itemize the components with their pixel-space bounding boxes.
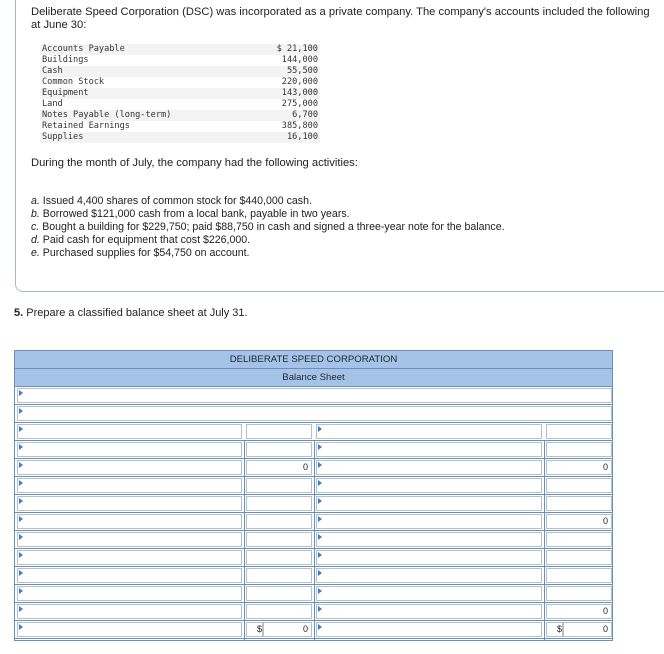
left-label-select[interactable] [17,568,242,583]
question-5 [14,307,248,319]
dropdown-arrow-icon[interactable] [318,426,322,432]
column-divider [244,441,245,640]
right-label-select-input[interactable] [317,591,541,604]
left-amount-input-input[interactable] [247,519,311,532]
right-amount-input-input[interactable] [547,573,611,586]
right-amount-input[interactable] [546,586,612,601]
account-name: Common Stock [42,77,105,87]
worksheet-company-name: DELIBERATE SPEED CORPORATION [15,351,612,369]
right-amount-input-input[interactable] [547,591,611,604]
right-label-select[interactable] [316,532,542,547]
right-label-select-input[interactable] [317,609,541,622]
right-amount-input-input[interactable] [547,483,611,496]
left-amount-input-input[interactable] [247,447,311,460]
account-amount: 144,000 [281,55,318,65]
activity-text: Bought a building for $229,750; paid $88,750 in cash and signed a three-year note for the balance. [39,221,505,233]
right-label-select[interactable] [316,622,542,637]
right-label-select[interactable] [316,496,542,511]
account-amount: 6,700 [249,110,320,121]
right-amount-input[interactable] [546,478,612,493]
left-label-select[interactable] [17,514,242,529]
account-row [40,110,320,121]
left-label-select-input[interactable] [18,501,241,514]
left-amount-input-input[interactable] [247,609,311,622]
left-label-select[interactable] [17,478,242,493]
left-label-select-input[interactable] [18,483,241,496]
left-label-select[interactable] [17,424,242,439]
activity-letter: e. [31,247,40,259]
worksheet-row [15,387,612,405]
activity-item [31,221,505,234]
right-label-select[interactable] [316,604,542,619]
account-amount: 220,000 [281,77,318,87]
account-amount: 385,800 [281,121,318,131]
left-amount-input-input[interactable] [247,555,311,568]
dropdown-arrow-icon[interactable] [19,516,23,522]
activity-letter: b. [31,208,40,220]
right-amount-input-input[interactable] [547,447,611,460]
left-label-select[interactable] [17,496,242,511]
right-amount-input-input[interactable] [547,429,611,442]
account-row [40,55,320,66]
account-name: Supplies [40,132,249,143]
dropdown-arrow-icon[interactable] [19,444,23,450]
left-label-select[interactable] [17,622,242,637]
problem-intro: Deliberate Speed Corporation (DSC) was incorporated as a private company. The company's accounts included the following at June 30: [31,6,650,31]
right-label-select-input[interactable] [317,573,541,586]
right-label-select[interactable] [316,568,542,583]
left-amount-input[interactable] [246,532,312,547]
right-amount-computed[interactable]: 0 [546,514,612,529]
heading-select[interactable] [17,388,612,403]
account-amount: 55,500 [249,66,320,77]
account-name: Land [42,99,63,109]
account-name: Accounts Payable [40,44,249,55]
dropdown-arrow-icon[interactable] [318,534,322,540]
dropdown-arrow-icon[interactable] [19,552,23,558]
dropdown-arrow-icon[interactable] [19,462,23,468]
dropdown-arrow-icon[interactable] [19,426,23,432]
right-total-amount[interactable]: 0 [563,622,612,637]
dropdown-arrow-icon[interactable] [19,624,23,630]
dropdown-arrow-icon[interactable] [19,390,23,396]
right-amount-input[interactable] [546,532,612,547]
dropdown-arrow-icon[interactable] [318,462,322,468]
right-amount-input[interactable] [546,442,612,457]
right-amount-input[interactable] [546,424,612,439]
left-label-select-input[interactable] [18,519,241,532]
left-label-select-input[interactable] [18,627,241,640]
right-amount-input-input[interactable] [547,537,611,550]
dropdown-arrow-icon[interactable] [318,444,322,450]
left-label-select-input[interactable] [18,591,241,604]
right-amount-input-input[interactable] [547,501,611,514]
account-row [40,44,320,55]
left-label-select-input[interactable] [18,465,241,478]
activity-item [31,234,505,247]
left-amount-input-input[interactable] [247,501,311,514]
left-amount-input[interactable] [246,604,312,619]
heading-select-input[interactable] [18,393,611,406]
dropdown-arrow-icon[interactable] [318,624,322,630]
account-row [40,121,320,132]
left-amount-input[interactable] [246,496,312,511]
left-label-select-input[interactable] [18,609,241,622]
left-label-select[interactable] [17,586,242,601]
left-label-select[interactable] [17,604,242,619]
left-amount-input[interactable] [246,514,312,529]
question-text: Prepare a classified balance sheet at July 31. [23,307,248,319]
account-amount: 275,000 [281,99,318,109]
left-label-select-input[interactable] [18,447,241,460]
right-label-select-input[interactable] [317,555,541,568]
left-total-amount[interactable]: 0 [263,622,312,637]
left-label-select[interactable] [17,550,242,565]
dropdown-arrow-icon[interactable] [19,606,23,612]
right-label-select[interactable] [316,514,542,529]
left-label-select-input[interactable] [18,573,241,586]
right-amount-computed[interactable]: 0 [546,460,612,475]
activity-text: Issued 4,400 shares of common stock for $440,000 cash. [39,195,312,207]
account-row [40,77,320,88]
column-divider [314,441,315,640]
right-label-select-input[interactable] [317,429,541,442]
right-amount-input[interactable] [546,496,612,511]
right-label-select-input[interactable] [317,537,541,550]
question-number: 5. [14,307,24,319]
left-label-select-input[interactable] [18,429,241,442]
left-label-select[interactable] [17,532,242,547]
dropdown-arrow-icon[interactable] [318,552,322,558]
dropdown-arrow-icon[interactable] [19,480,23,486]
right-label-select-input[interactable] [317,519,541,532]
dropdown-arrow-icon[interactable] [19,498,23,504]
right-label-select-input[interactable] [317,501,541,514]
activity-item [31,195,505,208]
right-label-select[interactable] [316,550,542,565]
account-name: Cash [40,66,249,77]
right-amount-computed[interactable]: 0 [546,604,612,619]
right-label-select-input[interactable] [317,483,541,496]
activities-intro: During the month of July, the company had the following activities: [31,157,358,169]
dropdown-arrow-icon[interactable] [19,534,23,540]
left-label-select-input[interactable] [18,537,241,550]
left-amount-input[interactable] [246,478,312,493]
dropdown-arrow-icon[interactable] [318,570,322,576]
activities-list [31,195,505,260]
balance-sheet-worksheet [14,350,613,641]
right-amount-input[interactable] [546,568,612,583]
account-row [40,66,320,77]
heading-select-input[interactable] [18,411,611,424]
account-name: Retained Earnings [42,121,130,131]
activity-text: Borrowed $121,000 cash from a local bank, payable in two years. [39,208,350,220]
worksheet-title: Balance Sheet [15,369,612,387]
activity-item [31,208,505,221]
left-amount-input[interactable] [246,586,312,601]
right-total-currency[interactable]: $ [546,622,563,637]
left-total-currency[interactable]: $ [246,622,263,637]
activity-letter: a. [31,195,40,207]
account-name: Buildings [42,55,89,65]
right-label-select[interactable] [316,442,542,457]
left-amount-input-input[interactable] [247,573,311,586]
account-name: Notes Payable (long-term) [40,110,249,121]
left-label-select-input[interactable] [18,555,241,568]
account-row [40,132,320,143]
left-amount-input[interactable] [246,424,312,439]
dropdown-arrow-icon[interactable] [19,408,23,414]
account-row [40,99,320,110]
dropdown-arrow-icon[interactable] [318,498,322,504]
activity-text: Purchased supplies for $54,750 on account. [39,247,250,259]
left-amount-input[interactable] [246,568,312,583]
left-label-select[interactable] [17,460,242,475]
activity-letter: d. [31,234,40,246]
account-row [40,88,320,99]
right-label-select-input[interactable] [317,465,541,478]
dropdown-arrow-icon[interactable] [318,606,322,612]
worksheet-row [15,405,612,423]
activity-text: Paid cash for equipment that cost $226,000. [39,234,251,246]
activity-letter: c. [31,221,40,233]
dropdown-arrow-icon[interactable] [318,480,322,486]
dropdown-arrow-icon[interactable] [19,570,23,576]
dropdown-arrow-icon[interactable] [19,588,23,594]
right-label-select-input[interactable] [317,627,541,640]
right-label-select-input[interactable] [317,447,541,460]
left-label-select[interactable] [17,442,242,457]
left-amount-input[interactable] [246,442,312,457]
right-label-select[interactable] [316,586,542,601]
column-divider [544,441,545,640]
dropdown-arrow-icon[interactable] [318,588,322,594]
right-amount-input[interactable] [546,550,612,565]
right-label-select[interactable] [316,460,542,475]
account-amount: 143,000 [249,88,320,99]
account-amount: 16,100 [249,132,320,143]
left-amount-input-input[interactable] [247,537,311,550]
left-amount-input-input[interactable] [247,591,311,604]
worksheet-row [15,423,612,441]
account-name: Equipment [40,88,249,99]
right-label-select[interactable] [316,424,542,439]
left-amount-computed[interactable]: 0 [246,460,312,475]
heading-select[interactable] [17,406,612,421]
left-amount-input[interactable] [246,550,312,565]
right-label-select[interactable] [316,478,542,493]
account-amount: $ 21,100 [249,44,320,55]
right-amount-input-input[interactable] [547,555,611,568]
left-amount-input-input[interactable] [247,483,311,496]
left-amount-input-input[interactable] [247,429,311,442]
dropdown-arrow-icon[interactable] [318,516,322,522]
accounts-table [40,44,320,143]
activity-item [31,247,505,260]
